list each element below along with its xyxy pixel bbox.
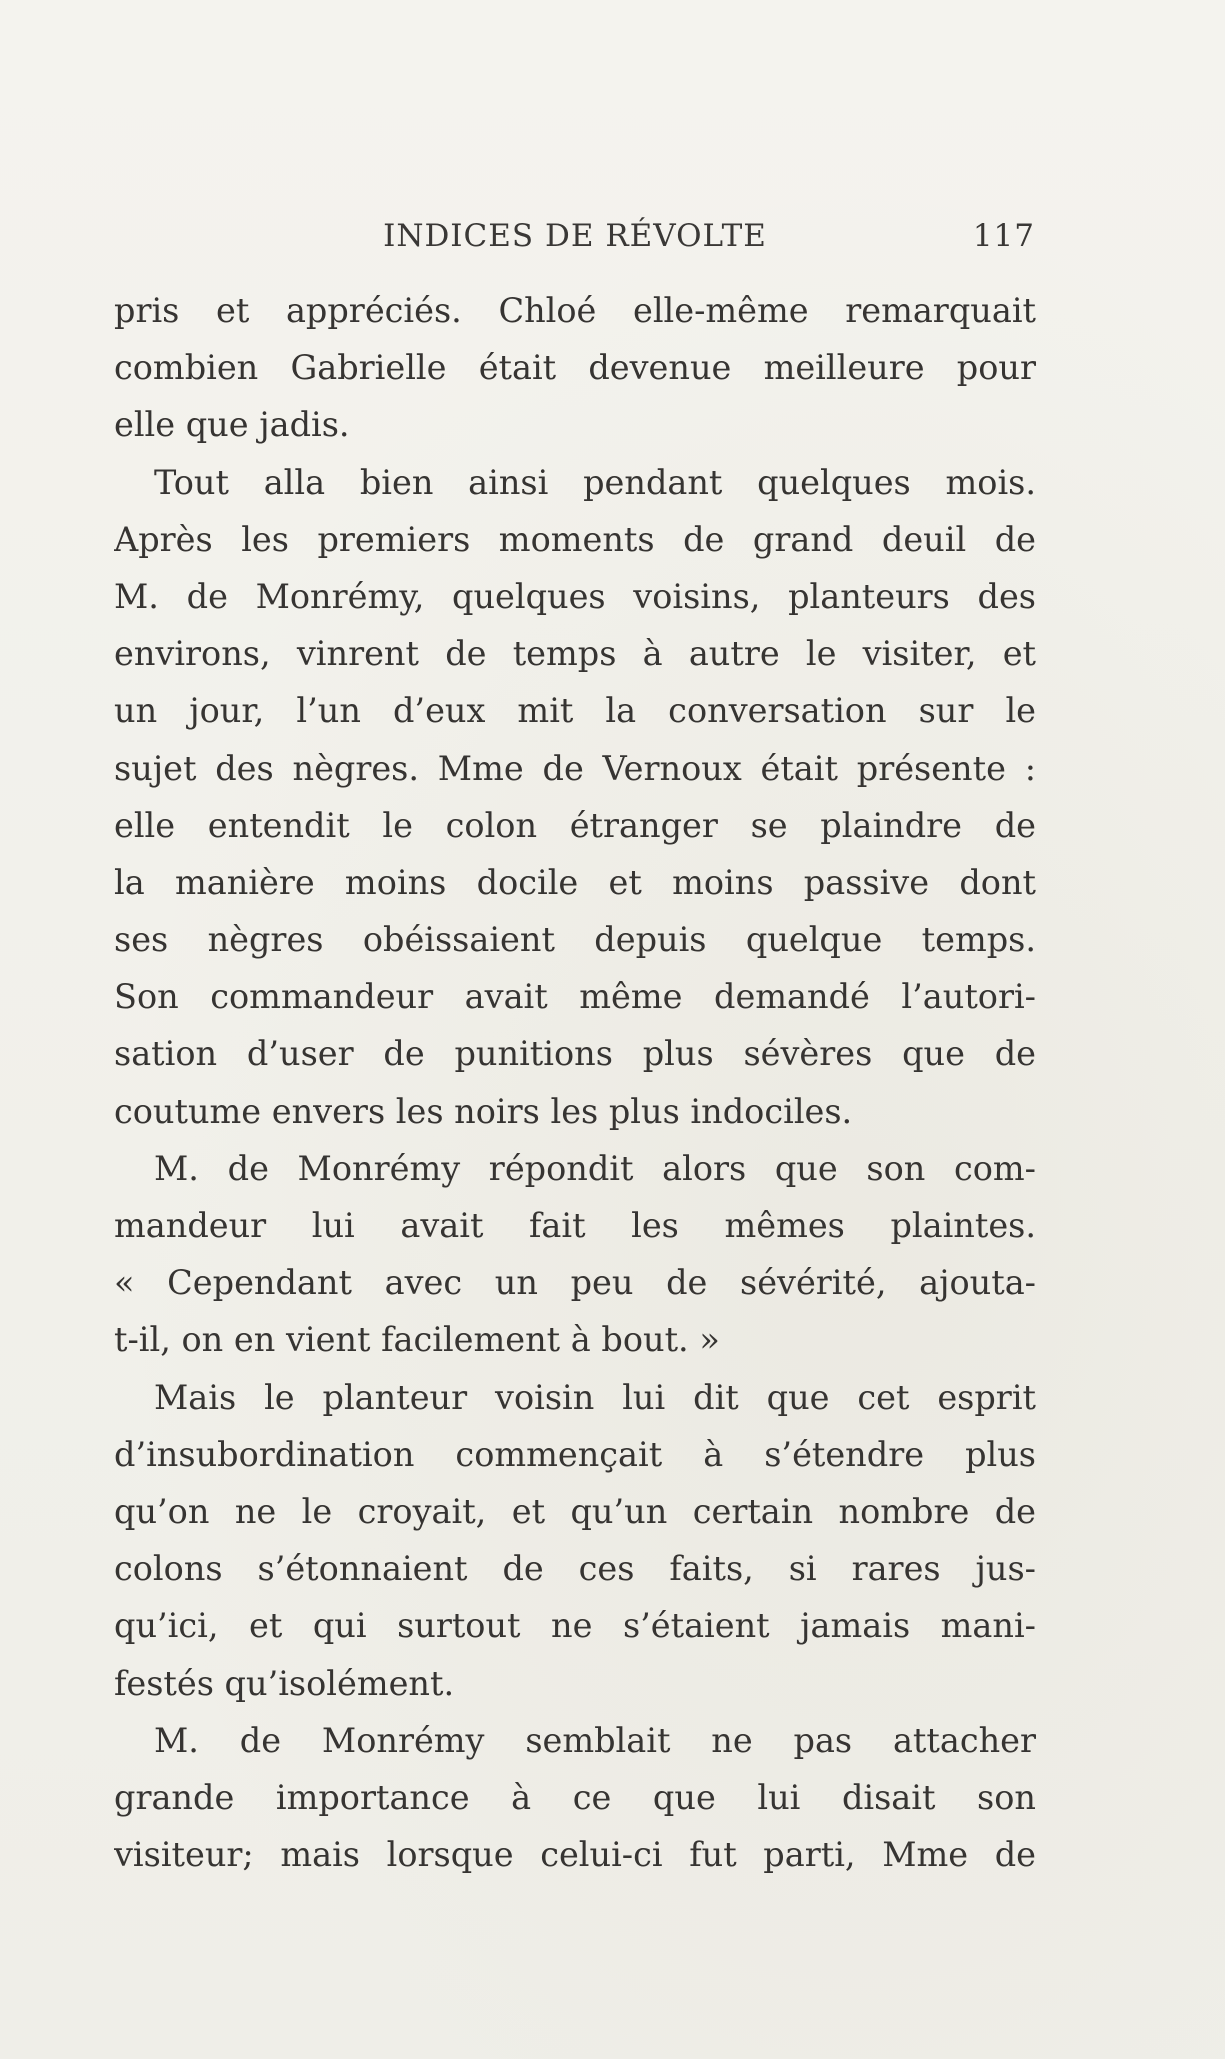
text-line: la manière moins docile et moins passive dont (114, 862, 1036, 902)
text-line: qu’on ne le croyait, et qu’un certain nombre de (114, 1491, 1036, 1531)
text-line: t-il, on en vient facilement à bout. » (114, 1320, 720, 1360)
body-text (114, 282, 1036, 1883)
text-line: elle que jadis. (114, 405, 350, 445)
text-line: ses nègres obéissaient depuis quelque temps. (114, 920, 1036, 960)
page-header (115, 218, 1035, 258)
text-line: grande importance à ce que lui disait son (114, 1777, 1036, 1817)
text-line: M. de Monrémy répondit alors que son com- (154, 1148, 1036, 1188)
text-line: Après les premiers moments de grand deuil de (114, 519, 1036, 559)
text-line: combien Gabrielle était devenue meilleure pour (114, 348, 1036, 388)
text-line: d’insubordination commençait à s’étendre plus (114, 1434, 1036, 1474)
text-line: environs, vinrent de temps à autre le visiter, et (114, 634, 1036, 674)
text-line: « Cependant avec un peu de sévérité, ajouta- (114, 1263, 1036, 1303)
text-line: pris et appréciés. Chloé elle-même remarquait (114, 291, 1036, 330)
page-number: 117 (972, 218, 1035, 254)
running-title: INDICES DE RÉVOLTE (383, 218, 767, 254)
text-line: M. de Monrémy, quelques voisins, planteurs des (114, 576, 1036, 616)
text-line: coutume envers les noirs les plus indociles. (114, 1091, 853, 1131)
text-line: visiteur; mais lorsque celui-ci fut parti, Mme de (114, 1835, 1036, 1875)
text-line: festés qu’isolément. (114, 1663, 455, 1703)
text-line: M. de Monrémy semblait ne pas attacher (154, 1720, 1036, 1760)
text-line: sation d’user de punitions plus sévères que de (114, 1034, 1036, 1074)
text-line: Son commandeur avait même demandé l’autori- (114, 977, 1036, 1017)
text-line: colons s’étonnaient de ces faits, si rares jus- (114, 1549, 1036, 1589)
text-line: Mais le planteur voisin lui dit que cet esprit (154, 1377, 1036, 1417)
text-line: Tout alla bien ainsi pendant quelques mois. (154, 462, 1036, 502)
text-line: qu’ici, et qui surtout ne s’étaient jamais mani- (114, 1606, 1036, 1646)
text-line: sujet des nègres. Mme de Vernoux était présente : (114, 748, 1036, 788)
text-line: elle entendit le colon étranger se plaindre de (114, 805, 1036, 845)
text-line: un jour, l’un d’eux mit la conversation sur le (114, 691, 1036, 731)
text-line: mandeur lui avait fait les mêmes plaintes. (114, 1206, 1036, 1245)
